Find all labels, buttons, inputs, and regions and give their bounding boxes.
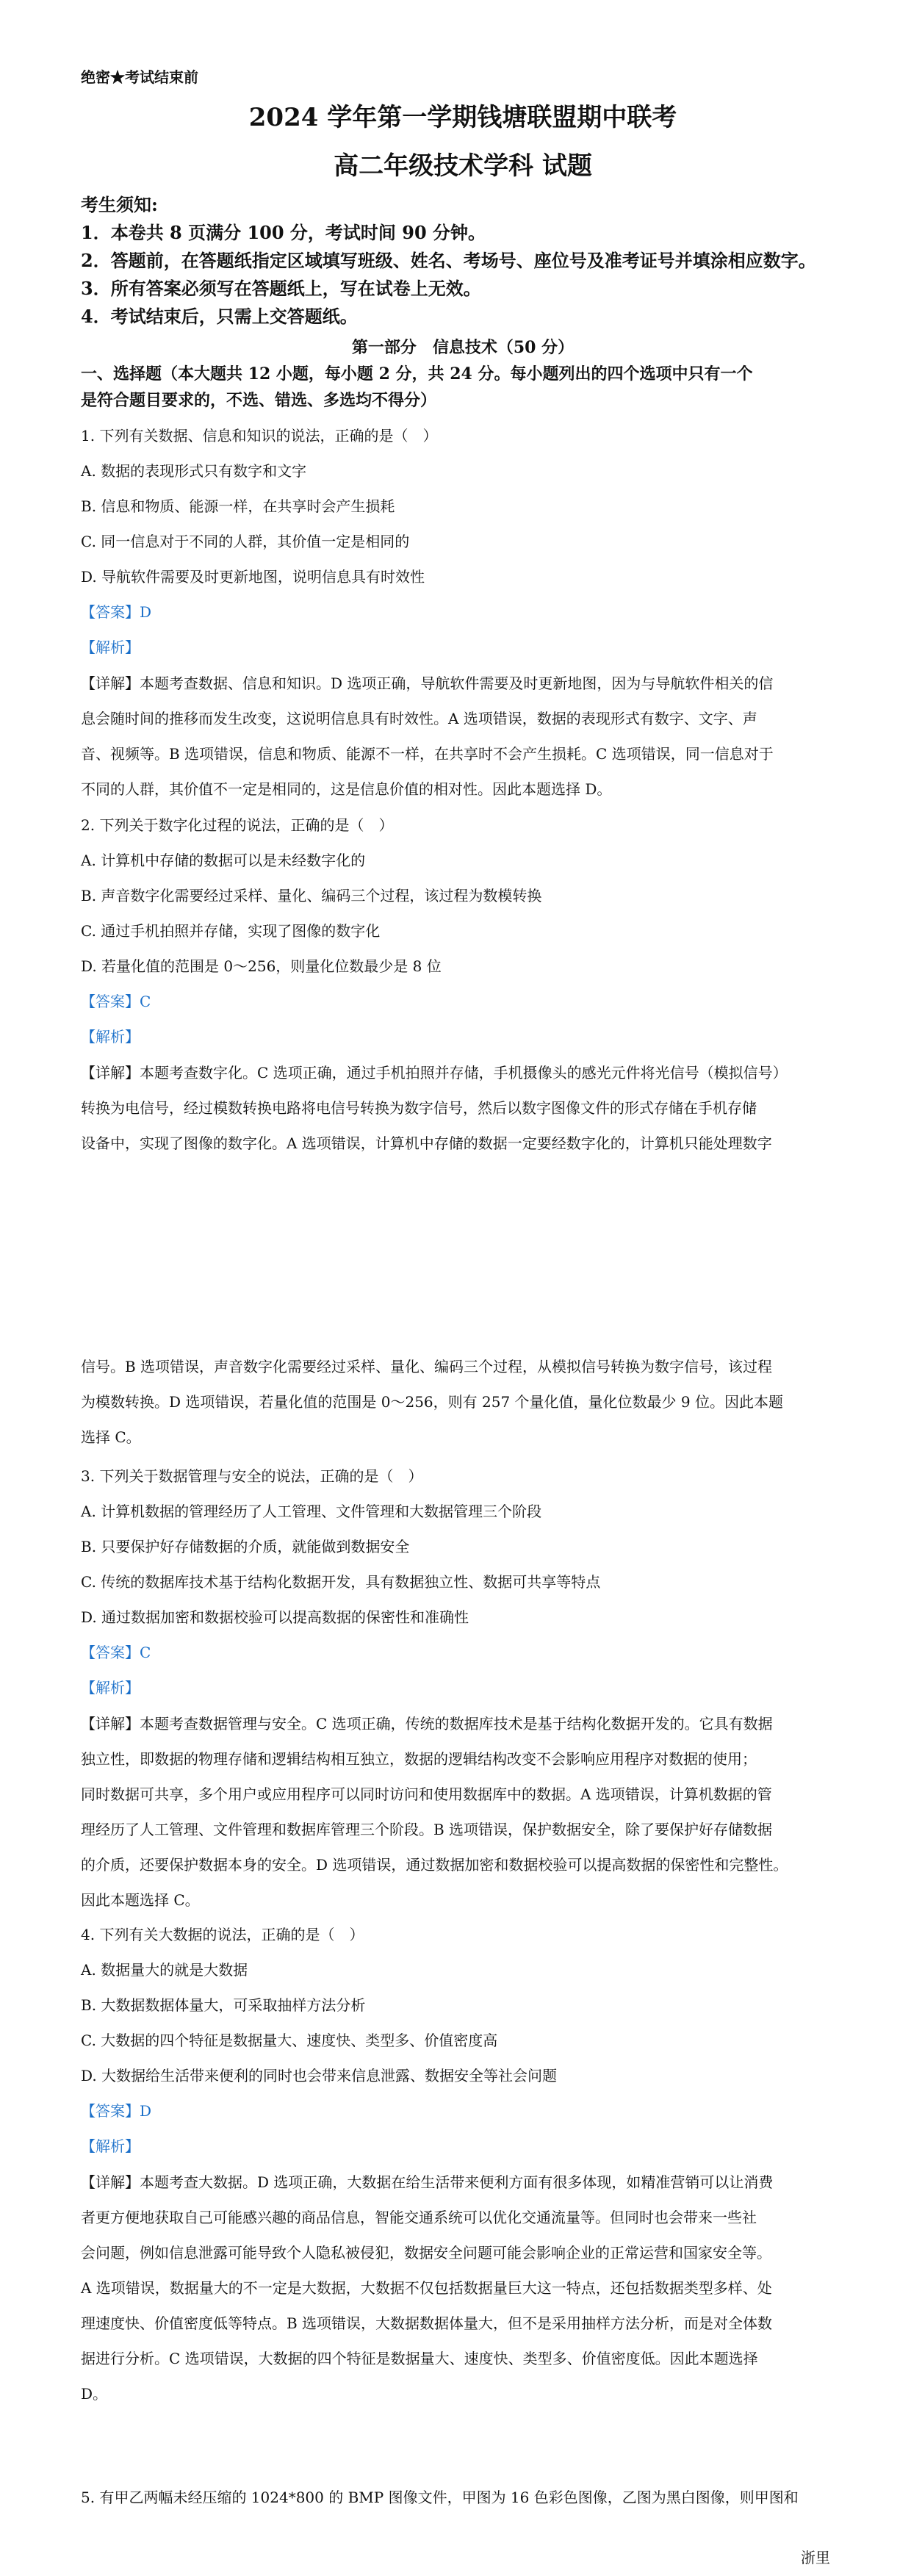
notice-heading: 考生须知: xyxy=(81,194,158,215)
question-option: A. 数据量大的就是大数据 xyxy=(81,1961,248,1979)
question-option: D. 导航软件需要及时更新地图，说明信息具有时效性 xyxy=(81,568,425,586)
notice-item: 4．考试结束后，只需上交答题纸。 xyxy=(81,306,358,327)
analysis-detail-continued: 信号。B 选项错误，声音数字化需要经过采样、量化、编码三个过程，从模拟信号转换为数字信号，该过程 为模数转换。D 选项错误，若量化值的范围是 0～256，则有 257 个量化值，量化位数最少 9 位。因此本题 选择 C。 xyxy=(81,1358,783,1446)
section-heading: 一、选择题（本大题共 12 小题，每小题 2 分，共 24 分。每小题列出的四个选项中只有一个 xyxy=(81,364,753,384)
analysis-detail: 【详解】本题考查数字化。C 选项正确，通过手机拍照并存储，手机摄像头的感光元件将光信号（模拟信号） 转换为电信号，经过模数转换电路将电信号转换为数字信号，然后以数字图像文件的形式存储在手机存储 设备中，实现了图像的数字化。A 选项错误，计算机中存储的数据一定要经数字化的，计算机只能处理数字 xyxy=(81,1064,788,1152)
analysis-label: 【解析】 xyxy=(81,1679,140,1697)
question-option: C. 同一信息对于不同的人群，其价值一定是相同的 xyxy=(81,533,410,550)
question-option: A. 计算机数据的管理经历了人工管理、文件管理和大数据管理三个阶段 xyxy=(81,1503,542,1520)
answer-label: 【答案】C xyxy=(81,1644,151,1661)
question-stem: 2. 下列关于数字化过程的说法，正确的是（ ） xyxy=(81,816,394,834)
exam-subtitle: 高二年级技术学科 试题 xyxy=(334,151,592,181)
analysis-detail: 【详解】本题考查数据管理与安全。C 选项正确，传统的数据库技术是基于结构化数据开发的。它具有数据 独立性，即数据的物理存储和逻辑结构相互独立，数据的逻辑结构改变不会影响应用程序对数据的使用； 同时数据可共享，多个用户或应用程序可以同时访问和使用数据库中的数据。A 选项错误，计算机数据的管 理经历了人工管理、文件管理和数据库管理三个阶段。B 选项错误，保护数据安全，除了要保护好存储数据 的介质，还要保护数据本身的安全。D 选项错误，通过数据加密和数据校验可以提高数据的保密性和完整性。 因此本题选择 C。 xyxy=(81,1715,788,1909)
question-option: A. 数据的表现形式只有数字和文字 xyxy=(81,462,307,480)
question-option: B. 大数据数据体量大，可采取抽样方法分析 xyxy=(81,1996,366,2014)
section-heading: 是符合题目要求的，不选、错选、多选均不得分） xyxy=(81,391,437,410)
answer-label: 【答案】D xyxy=(81,603,152,621)
answer-label: 【答案】C xyxy=(81,993,151,1010)
confidential-label: 绝密★考试结束前 xyxy=(81,68,198,86)
question-stem: 3. 下列关于数据管理与安全的说法，正确的是（ ） xyxy=(81,1467,423,1485)
question-option: C. 传统的数据库技术基于结构化数据开发，具有数据独立性、数据可共享等特点 xyxy=(81,1573,601,1591)
analysis-detail: 【详解】本题考查数据、信息和知识。D 选项正确，导航软件需要及时更新地图，因为与导航软件相关的信 息会随时间的推移而发生改变，这说明信息具有时效性。A 选项错误，数据的表现形式有数字、文字、声 音、视频等。B 选项错误，信息和物质、能源不一样，在共享时不会产生损耗。C 选项错误，同一信息对于 不同的人群，其价值不一定是相同的，这是信息价值的相对性。因此本题选择 D。 xyxy=(81,674,774,798)
analysis-label: 【解析】 xyxy=(81,1028,140,1046)
answer-label: 【答案】D xyxy=(81,2102,152,2120)
notice-item: 3．所有答案必须写在答题纸上，写在试卷上无效。 xyxy=(81,278,481,299)
question-option: B. 只要保护好存储数据的介质，就能做到数据安全 xyxy=(81,1538,410,1555)
question-stem: 4. 下列有关大数据的说法，正确的是（ ） xyxy=(81,1926,364,1943)
question-option: D. 通过数据加密和数据校验可以提高数据的保密性和准确性 xyxy=(81,1608,469,1626)
question-stem: 1. 下列有关数据、信息和知识的说法，正确的是（ ） xyxy=(81,427,438,445)
question-option: A. 计算机中存储的数据可以是未经数字化的 xyxy=(81,852,366,869)
question-option: B. 信息和物质、能源一样，在共享时会产生损耗 xyxy=(81,497,395,515)
question-option: D. 若量化值的范围是 0～256，则量化位数最少是 8 位 xyxy=(81,957,442,975)
page-footer: 浙里 xyxy=(801,2549,830,2566)
question-option: C. 大数据的四个特征是数据量大、速度快、类型多、价值密度高 xyxy=(81,2032,498,2049)
question-option: C. 通过手机拍照并存储，实现了图像的数字化 xyxy=(81,922,381,940)
question-stem: 5. 有甲乙两幅未经压缩的 1024*800 的 BMP 图像文件，甲图为 16 色彩色图像，乙图为黑白图像，则甲图和 xyxy=(81,2489,799,2506)
exam-title: 2024 学年第一学期钱塘联盟期中联考 xyxy=(248,103,677,132)
analysis-label: 【解析】 xyxy=(81,638,140,656)
analysis-label: 【解析】 xyxy=(81,2137,140,2155)
part-title: 第一部分 信息技术（50 分） xyxy=(351,338,575,357)
analysis-detail: 【详解】本题考查大数据。D 选项正确，大数据在给生活带来便利方面有很多体现，如精准营销可以让消费 者更方便地获取自己可能感兴趣的商品信息，智能交通系统可以优化交通流量等。但同时也会带来一些社 会问题，例如信息泄露可能导致个人隐私被侵犯，数据安全问题可能会影响企业的正常运营和国家安全等。 A 选项错误，数据量大的不一定是大数据，大数据不仅包括数据量巨大这一特点，还包括数据类型多样、处 理速度快、价值密度低等特点。B 选项错误，大数据数据体量大，但不是采用抽样方法分析，而是对全体数 据进行分析。C 选项错误，大数据的四个特征是数据量大、速度快、类型多、价值密度低。因此本题选择 D。 xyxy=(81,2173,774,2403)
question-option: D. 大数据给生活带来便利的同时也会带来信息泄露、数据安全等社会问题 xyxy=(81,2067,558,2084)
notice-item: 2．答题前，在答题纸指定区域填写班级、姓名、考场号、座位号及准考证号并填涂相应数字。 xyxy=(81,250,816,271)
notice-item: 1．本卷共 8 页满分 100 分，考试时间 90 分钟。 xyxy=(81,222,486,243)
question-option: B. 声音数字化需要经过采样、量化、编码三个过程，该过程为数模转换 xyxy=(81,887,542,904)
